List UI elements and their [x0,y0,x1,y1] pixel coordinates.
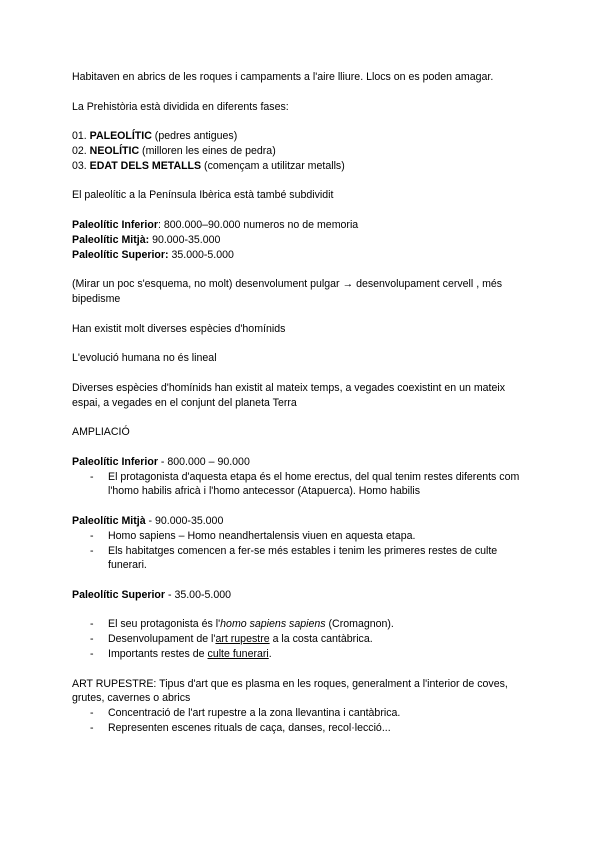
inferior-list [72,470,532,500]
phase-1: 01. PALEOLÍTIC (pedres antigues) [72,130,238,143]
evolution-line: L'evolució humana no és lineal [72,352,217,365]
ampliacio-superior-heading: Paleolític Superior - 35.00-5.000 [72,588,231,601]
coexistence-line: Diverses espècies d'homínids han existit al mateix temps, a vegades coexistint en un mateix espai, a vegades en el conjunt del planeta Terra [72,381,506,409]
ampliacio-mitja-heading: Paleolític Mitjà - 90.000-35.000 [72,514,224,527]
list-item: - El seu protagonista és l'homo sapiens sapiens (Cromagnon). [72,617,532,632]
mitja-list [72,529,532,573]
intro-line: Habitaven en abrics de les roques i campaments a l'aire lliure. Llocs on es poden amagar. [72,71,494,83]
document-page [72,70,532,736]
list-item: - Representen escenes rituals de caça, danses, recol·lecció... [72,721,532,736]
list-item: - Homo sapiens – Homo neandhertalensis viuen en aquesta etapa. [72,529,532,544]
phases-heading: La Prehistòria està dividida en diferents fases: [72,100,289,113]
species-line: Han existit molt diverses espècies d'homínids [72,322,286,335]
list-item: - Importants restes de culte funerari. [72,647,532,662]
period-mitja: Paleolític Mitjà: 90.000-35.000 [72,233,221,246]
period-superior: Paleolític Superior: 35.000-5.000 [72,248,234,261]
ampliacio-inferior-heading: Paleolític Inferior - 800.000 – 90.000 [72,455,250,468]
art-rupestre-link: art rupestre [215,633,270,646]
phase-3: 03. EDAT DELS METALLS (començam a utilitzar metalls) [72,159,345,172]
phase-2: 02. NEOLÍTIC (milloren les eines de pedra) [72,144,276,157]
art-rupestre-intro: ART RUPESTRE: Tipus d'art que es plasma en les roques, generalment a l'interior de coves, grutes, cavernes o abrics [72,677,508,705]
list-item: - Els habitatges comencen a fer-se més estables i tenim les primeres restes de culte funerari. [72,544,532,574]
list-item: - Desenvolupament de l'art rupestre a la costa cantàbrica. [72,632,532,647]
list-item: - El protagonista d'aquesta etapa és el home erectus, del qual tenim restes diferents com l'homo habilis africà i l'homo antecessor (Atapuerca). Homo habilis [72,470,532,500]
art-list [72,706,532,736]
period-inferior: Paleolític Inferior: 800.000–90.000 numeros no de memoria [72,218,359,231]
superior-list [72,617,532,661]
subdivision-line: El paleolític a la Península Ibèrica està també subdividit [72,189,334,202]
list-item: - Concentració de l'art rupestre a la zona llevantina i cantàbrica. [72,706,532,721]
ampliacio-heading: AMPLIACIÓ [72,426,130,439]
culte-funerari-link: culte funerari [207,648,269,661]
note-line: (Mirar un poc s'esquema, no molt) desenvolument pulgar → desenvolupament cervell , més bipedisme [72,278,503,305]
